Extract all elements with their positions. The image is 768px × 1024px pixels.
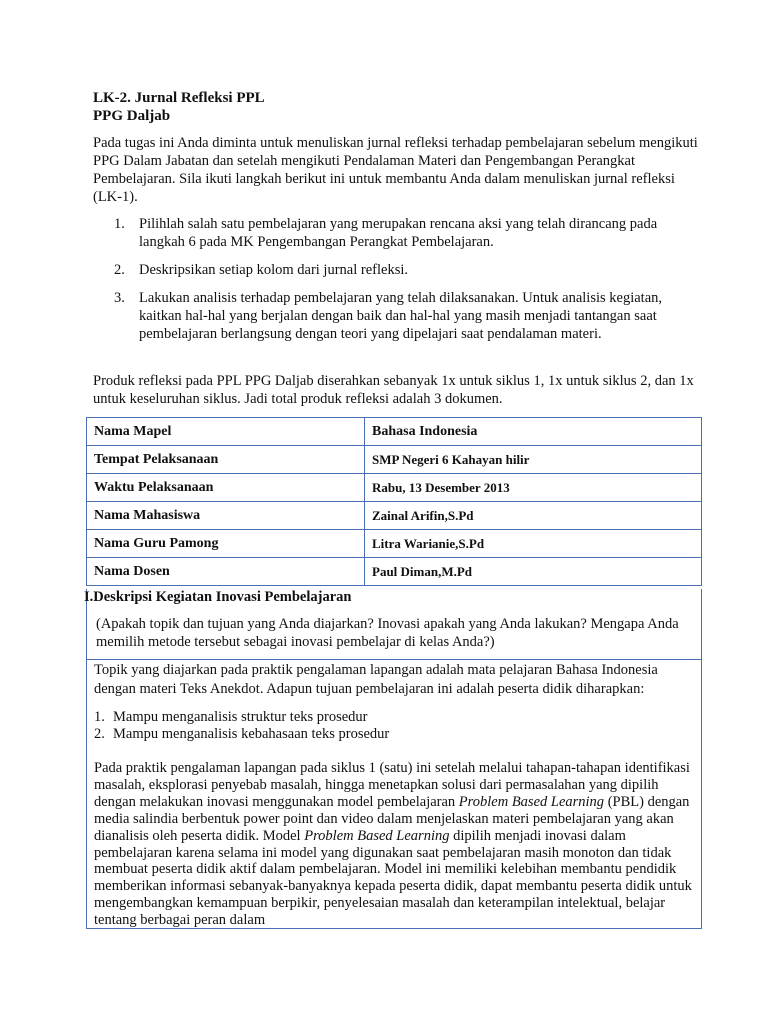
section-question-box <box>86 589 702 660</box>
table-label: Nama Guru Pamong <box>87 530 365 558</box>
list-text: Deskripsikan setiap kolom dari jurnal refleksi. <box>139 262 408 278</box>
goals-list <box>94 709 389 743</box>
table-label: Waktu Pelaksanaan <box>87 474 365 502</box>
section-answer-box <box>86 660 702 929</box>
section-title: I.Deskripsi Kegiatan Inovasi Pembelajaran <box>84 589 352 605</box>
text-run: (PBL) dengan media salindia berbentuk power point dan video dalam menjelaskan materi pembelajaran yang akan dianalisis oleh peserta didik. Model <box>94 793 690 844</box>
list-item <box>114 289 704 343</box>
answer-paragraph-2 <box>94 760 696 929</box>
table-row <box>87 530 702 558</box>
table-row <box>87 418 702 446</box>
text-run: Pada praktik pengalaman lapangan pada siklus 1 (satu) ini setelah melalui tahapan-tahapan identifikasi masalah, eksplorasi penyebab masalah, hingga menetapkan solusi dari permasalahan yang dipilih dengan melakukan inovasi menggunakan model pembelajaran <box>94 760 690 810</box>
text-run: dipilih menjadi inovasi dalam pembelajaran karena selama ini model yang digunakan saat pembelajaran masih monoton dan tidak membuat peserta didik aktif dalam pembelajaran. Model ini memiliki kelebihan membantu pendidik memberikan informasi sebanyak-banyaknya kepada peserta didik, dapat membantu peserta didik untuk mengembangkan kemampuan berpikir, penyelesaian masalah dan keterampilan intelektual, belajar tentang berbagai peran dalam <box>94 827 692 929</box>
table-label: Nama Dosen <box>87 558 365 586</box>
table-label: Tempat Pelaksanaan <box>87 446 365 474</box>
product-note: Produk refleksi pada PPL PPG Daljab diserahkan sebanyak 1x untuk siklus 1, 1x untuk siklus 2, dan 1x untuk keseluruhan siklus. Jadi total produk refleksi adalah 3 dokumen. <box>93 373 694 407</box>
table-value: SMP Negeri 6 Kahayan hilir <box>365 446 702 474</box>
document-subtitle: PPG Daljab <box>93 108 171 124</box>
list-number: 2. <box>94 726 105 742</box>
list-number: 3. <box>114 290 125 306</box>
table-value: Paul Diman,M.Pd <box>365 558 702 586</box>
list-number: 2. <box>114 262 125 278</box>
list-number: 1. <box>114 216 125 232</box>
list-item <box>94 709 389 726</box>
document-title: LK-2. Jurnal Refleksi PPL <box>93 90 265 106</box>
answer-paragraph-1: Topik yang diajarkan pada praktik pengalaman lapangan adalah mata pelajaran Bahasa Indonesia dengan materi Teks Anekdot. Adapun tujuan pembelajaran ini adalah peserta didik diharapkan: <box>94 662 658 697</box>
list-item <box>114 261 704 279</box>
table-value: Bahasa Indonesia <box>365 418 702 446</box>
steps-list <box>114 215 704 353</box>
text-run-italic: Problem Based Learning <box>458 793 605 810</box>
list-text: Mampu menganalisis struktur teks prosedur <box>113 709 368 725</box>
text-run-italic: Problem Based Learning <box>304 827 450 844</box>
list-number: 1. <box>94 709 105 725</box>
table-row <box>87 446 702 474</box>
info-table <box>86 417 702 586</box>
table-label: Nama Mapel <box>87 418 365 446</box>
table-row <box>87 502 702 530</box>
list-text: Pilihlah salah satu pembelajaran yang merupakan rencana aksi yang telah dirancang pada langkah 6 pada MK Pengembangan Perangkat Pembelajaran. <box>139 216 658 250</box>
section-question: (Apakah topik dan tujuan yang Anda diajarkan? Inovasi apakah yang Anda lakukan? Mengapa Anda memilih metode tersebut sebagai inovasi pembelajar di kelas Anda?) <box>96 616 679 650</box>
table-value: Zainal Arifin,S.Pd <box>365 502 702 530</box>
intro-paragraph: Pada tugas ini Anda diminta untuk menuliskan jurnal refleksi terhadap pembelajaran sebelum mengikuti PPG Dalam Jabatan dan setelah mengikuti Pendalaman Materi dan Pengembangan Perangkat Pembelajaran. Sila ikuti langkah berikut ini untuk membantu Anda dalam menuliskan jurnal refleksi (LK-1). <box>93 135 698 205</box>
list-item <box>94 726 389 743</box>
table-row <box>87 474 702 502</box>
list-text: Mampu menganalisis kebahasaan teks prosedur <box>113 726 390 742</box>
list-item <box>114 215 704 251</box>
table-value: Rabu, 13 Desember 2013 <box>365 474 702 502</box>
list-text: Lakukan analisis terhadap pembelajaran yang telah dilaksanakan. Untuk analisis kegiatan, kaitkan hal-hal yang berjalan dengan baik dan hal-hal yang masih menjadi tantangan saat pembelajaran berlangsung dengan teori yang dipelajari saat pendalaman materi. <box>139 290 663 342</box>
table-value: Litra Warianie,S.Pd <box>365 530 702 558</box>
table-row <box>87 558 702 586</box>
table-label: Nama Mahasiswa <box>87 502 365 530</box>
